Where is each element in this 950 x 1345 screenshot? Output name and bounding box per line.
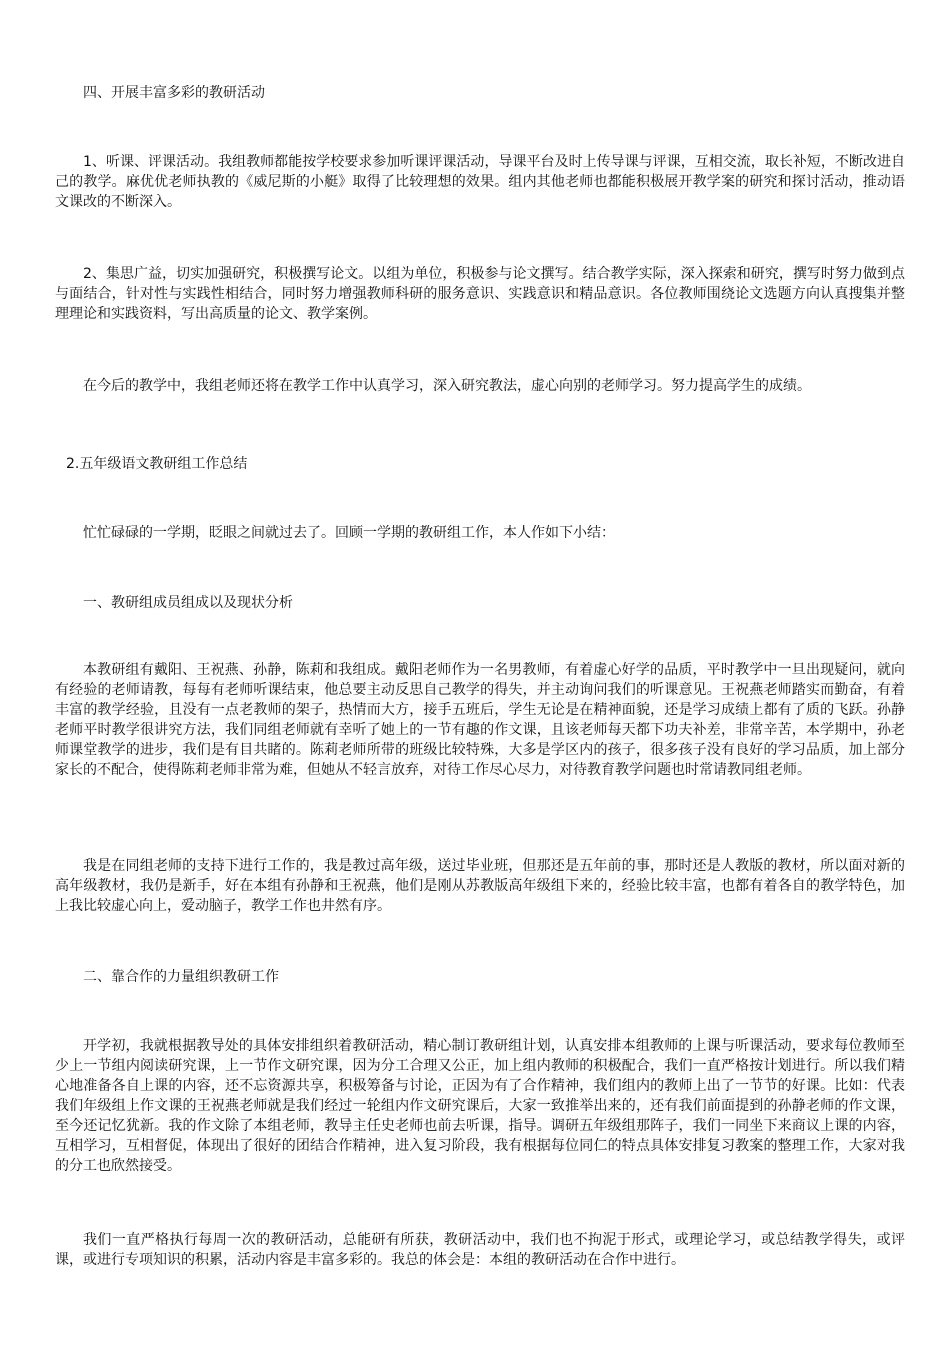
paragraph-listen-evaluate: 1、听课、评课活动。我组教师都能按学校要求参加听课评课活动，导课平台及时上传导课与评课，互相交流，取长补短，不断改进自己的教学。麻优优老师执教的《威尼斯的小艇》取得了比较理想的效果。组内其他老师也都能积极展开教学案的研究和探讨活动，推动语文课改的不断深入。 bbox=[55, 154, 905, 210]
section2-heading: 二、靠合作的力量组织教研工作 bbox=[83, 969, 279, 985]
paragraph-weekly-activities: 我们一直严格执行每周一次的教研活动，总能研有所获，教研活动中，我们也不拘泥于形式，或理论学习，或总结教学得失，或评课，或进行专项知识的积累，活动内容是丰富多彩的。我总的体会是：本组的教研活动在合作中进行。 bbox=[55, 1232, 905, 1268]
paragraph-intro: 忙忙碌碌的一学期，眨眼之间就过去了。回顾一学期的教研组工作，本人作如下小结： bbox=[83, 525, 615, 541]
section1-heading: 一、教研组成员组成以及现状分析 bbox=[83, 595, 293, 611]
paragraph-self: 我是在同组老师的支持下进行工作的，我是教过高年级，送过毕业班，但那还是五年前的事，那时还是人教版的教材，所以面对新的高年级教材，我仍是新手，好在本组有孙静和王祝燕，他们是刚从苏教版高年级组下来的，经验比较丰富，也都有着各自的教学特色，加上我比较虚心向上，爱动脑子，教学工作也井然有序。 bbox=[55, 858, 905, 914]
paragraph-future-plans: 在今后的教学中，我组老师还将在教学工作中认真学习，深入研究教法，虚心向别的老师学习。努力提高学生的成绩。 bbox=[83, 378, 811, 394]
section4-heading: 四、开展丰富多彩的教研活动 bbox=[83, 85, 265, 101]
paragraph-cooperation: 开学初，我就根据教导处的具体安排组织着教研活动，精心制订教研组计划，认真安排本组教师的上课与听课活动，要求每位教师至少上一节组内阅读研究课，上一节作文研究课，因为分工合理又公正，加上组内教师的积极配合，我们一直严格按计划进行。所以我们精心地准备各自上课的内容，还不忘资源共享，积极筹备与讨论，正因为有了合作精神，我们组内的教师上出了一节节的好课。比如：代表我们年级组上作文课的王祝燕老师就是我们经过一轮组内作文研究课后，大家一致推举出来的，还有我们前面提到的孙静老师的作文课，至今还记忆犹新。我的作文除了本组老师，教导主任史老师也前去听课，指导。调研五年级组那阵子，我们一同坐下来商议上课的内容，互相学习，互相督促，体现出了很好的团结合作精神，进入复习阶段，我有根据每位同仁的特点具体安排复习教案的整理工作，大家对我的分工也欣然接受。 bbox=[55, 1038, 905, 1174]
document-title-grade5: 2.五年级语文教研组工作总结 bbox=[66, 456, 248, 472]
paragraph-members: 本教研组有戴阳、王祝燕、孙静，陈莉和我组成。戴阳老师作为一名男教师，有着虚心好学的品质，平时教学中一旦出现疑问，就向有经验的老师请教，每每有老师听课结束，他总要主动反思自己教学的得失，并主动询问我们的听课意见。王祝燕老师踏实而勤奋，有着丰富的教学经验，且没有一点老教师的架子，热情而大方，接手五班后，学生无论是在精神面貌，还是学习成绩上都有了质的飞跃。孙静老师平时教学很讲究方法，我们同组老师就有幸听了她上的一节有趣的作文课，且该老师每天都下功夫补差，非常辛苦，本学期中，孙老师课堂教学的进步，我们是有目共睹的。陈莉老师所带的班级比较特殊，大多是学区内的孩子，很多孩子没有良好的学习品质，加上部分家长的不配合，使得陈莉老师非常为难，但她从不轻言放弃，对待工作尽心尽力，对待教育教学问题也时常请教同组老师。 bbox=[55, 662, 905, 778]
paragraph-research-papers: 2、集思广益，切实加强研究，积极撰写论文。以组为单位，积极参与论文撰写。结合教学实际，深入探索和研究，撰写时努力做到点与面结合，针对性与实践性相结合，同时努力增强教师科研的服务意识、实践意识和精品意识。各位教师围绕论文选题方向认真搜集并整理理论和实践资料，写出高质量的论文、教学案例。 bbox=[55, 266, 905, 322]
